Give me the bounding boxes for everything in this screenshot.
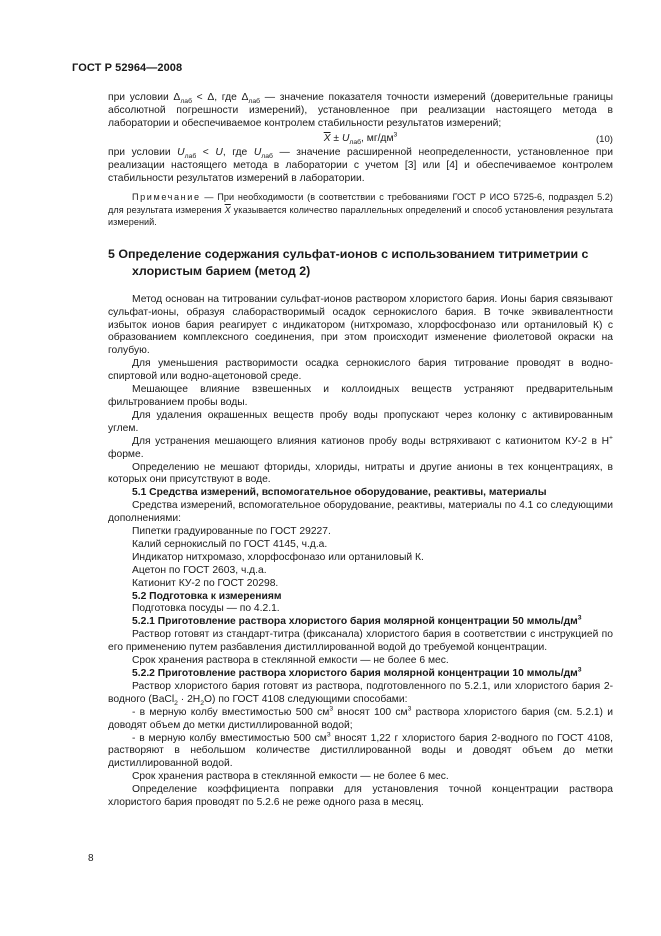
subsection-5-2-2-paragraph-1 — [108, 681, 613, 707]
subsection-5-2-1-paragraph-1: Раствор готовят из стандарт-титра (фиксанала) хлористого бария в соответствии с инструкцией по его применению путем разбавления дистиллированной водой до требуемой концентрации. — [108, 629, 613, 654]
formula-x: $\overline{X}$ — [323, 132, 331, 144]
subsection-5-2-2-paragraph-3: Определение коэффициента поправки для установления точной концентрации раствора хлористого бария проводят по 5.2.6 не реже одного раза в месяц. — [108, 784, 613, 809]
note-paragraph — [108, 191, 613, 228]
text-run: U — [215, 146, 223, 158]
text-run: — значение расширенной неопределенности, установленное при реализации настоящего метода в лаборатории с учетом [3] или [4] и обеспечиваемое контролем стабильности результатов измерений в лаборатории. — [108, 146, 613, 184]
subsection-5-1-title: 5.1 Средства измерений, вспомогательное оборудование, реактивы, материалы — [132, 487, 547, 499]
text-run: O) по ГОСТ 4108 следующими способами: — [204, 693, 408, 705]
section-5-paragraph-6: Определению не мешают фториды, хлориды, нитраты и другие анионы в тех концентрациях, в которых они присутствуют в воде. — [108, 461, 613, 486]
text-run: < Δ, где Δ — [191, 92, 249, 103]
text-run: — значение показателя точности измерений (доверительные границы абсолютной погрешности измерений), установленное при реализации настоящего метода в лаборатории и обеспечиваемое контролем стабильности результатов измерений; — [108, 92, 613, 129]
text-run: Для устранения мешающего влияния катионов пробу воды встряхивают с катионитом КУ-2 в Н — [132, 435, 610, 447]
condition-paragraph-2 — [108, 147, 613, 186]
text-run: U — [177, 146, 185, 158]
equipment-list — [108, 526, 613, 591]
subsection-5-2-2-paragraph-2: Срок хранения раствора в стеклянной емкости — не более 6 мес. — [132, 771, 449, 783]
list-item: Индикатор нитхромазо, хлорфосфоназо или ортаниловый К. — [132, 551, 424, 563]
text-run: при условии Δ — [108, 92, 181, 103]
subsection-5-2-1-paragraph-2: Срок хранения раствора в стеклянной емкости — не более 6 мес. — [132, 655, 449, 667]
superscript: 3 — [577, 666, 582, 674]
superscript: 3 — [577, 614, 582, 622]
list-item: Ацетон по ГОСТ 2603, ч.д.а. — [132, 564, 267, 576]
text-run: 5.2.1 Приготовление раствора хлористого бария молярной концентрации 50 ммоль/дм — [132, 616, 578, 628]
subscript: лаб — [184, 152, 197, 160]
formula-row — [108, 133, 613, 147]
text-run: 5.2.2 Приготовление раствора хлористого бария молярной концентрации 10 ммоль/дм — [132, 668, 578, 680]
text-run: $\overline{X}$ — [224, 204, 231, 215]
subscript: лаб — [180, 98, 192, 106]
superscript: 3 — [393, 131, 398, 139]
text-run: вносят 100 см — [333, 706, 408, 718]
section-5-paragraph-5 — [108, 436, 613, 462]
subsection-5-2-1-title — [108, 616, 613, 629]
page-content — [108, 92, 613, 810]
subscript: лаб — [248, 98, 261, 106]
list-item: Катионит КУ-2 по ГОСТ 20298. — [132, 577, 279, 589]
superscript: 3 — [329, 705, 334, 713]
section-5-title: 5 Определение содержания сульфат-ионов с использованием титриметрии с хлористым барием (метод 2) — [108, 247, 589, 278]
subsection-5-2-title: 5.2 Подготовка к измерениям — [132, 590, 282, 602]
text-run: · 2H — [177, 693, 201, 705]
text-run: форме. — [108, 448, 144, 460]
subsection-5-2-text: Подготовка посуды — по 4.2.1. — [132, 603, 280, 615]
section-5-paragraph-1: Метод основан на титровании сульфат-ионов раствором хлористого бария. Ионы бария связывают сульфат-ионы, образуя слаборастворимый осадок сернокислого бария. В точке эквивалентности избыток ионов бария реагирует с индикатором (нитхромазо, хлорфосфоназо или ортаниловый К) с образованием комплексного соединения, при этом происходит изменение фиолетовой окраски на голубую. — [108, 293, 613, 357]
section-5-paragraph-3: Мешающее влияние взвешенных и коллоидных веществ устраняют предварительным фильтрованием пробы воды. — [108, 384, 613, 408]
subscript: лаб — [349, 138, 362, 146]
list-item: Пипетки градуированные по ГОСТ 29227. — [132, 526, 331, 538]
text-run: U — [253, 146, 262, 158]
page-number: 8 — [88, 853, 94, 864]
text-run: < — [196, 146, 216, 158]
note-label: Примечание — [132, 192, 201, 203]
text-run: , где — [222, 146, 254, 158]
text-run: раствора хлористого бария (см. 5.2.1) и доводят объем до метки дистиллированной водой; — [108, 706, 613, 731]
superscript: 3 — [407, 705, 412, 713]
subscript: 2 — [200, 699, 205, 707]
section-5-paragraph-4: Для удаления окрашенных веществ пробу воды пропускают через колонку с активированным углем. — [108, 409, 613, 434]
list-item: Калий сернокислый по ГОСТ 4145, ч.д.а. — [132, 538, 328, 550]
text-run: Раствор хлористого бария готовят из раствора, подготовленного по 5.2.1, или хлористого бария 2-водного (BaCl — [108, 680, 613, 705]
text-run: при условии — [108, 146, 178, 158]
section-5-paragraph-2: Для уменьшения растворимости осадка сернокислого бария титрование проводят в водно-спиртовой или водно-ацетоновой среде. — [108, 358, 613, 383]
subsection-5-1-intro: Средства измерений, вспомогательное оборудование, реактивы, материалы по 4.1 со следующими дополнениями: — [108, 500, 613, 525]
formula — [108, 133, 613, 146]
superscript: 3 — [326, 731, 331, 739]
formula-u: U — [341, 132, 350, 144]
text-run: - в мерную колбу вместимостью 500 см — [132, 732, 327, 744]
superscript: + — [609, 434, 613, 442]
text-run: - в мерную колбу вместимостью 500 см — [132, 706, 330, 718]
subscript: лаб — [261, 152, 273, 160]
text-run: вносят 1,22 г хлористого бария 2-водного по ГОСТ 4108, растворяют в небольшом количестве дистиллированной воды и доводят объем до метки дистиллированной водой. — [108, 732, 614, 770]
formula-plus-minus: ± — [330, 132, 342, 144]
method-bullet-2 — [108, 733, 613, 772]
text-run: указывается количество параллельных определений и способ установления результата измерений. — [108, 204, 613, 228]
method-bullet-1 — [108, 707, 613, 733]
condition-paragraph-1 — [108, 92, 613, 131]
formula-unit: , мг/дм — [361, 132, 394, 144]
standard-header: ГОСТ Р 52964—2008 — [72, 62, 183, 74]
text-run: — При необходимости (в соответствии с требованиями ГОСТ Р ИСО 5725-6, подраздел 5.2) для результата измерения — [108, 192, 613, 215]
equation-number: (10) — [595, 133, 613, 145]
subscript: 2 — [174, 699, 178, 707]
subsection-5-2-2-title — [108, 668, 613, 681]
